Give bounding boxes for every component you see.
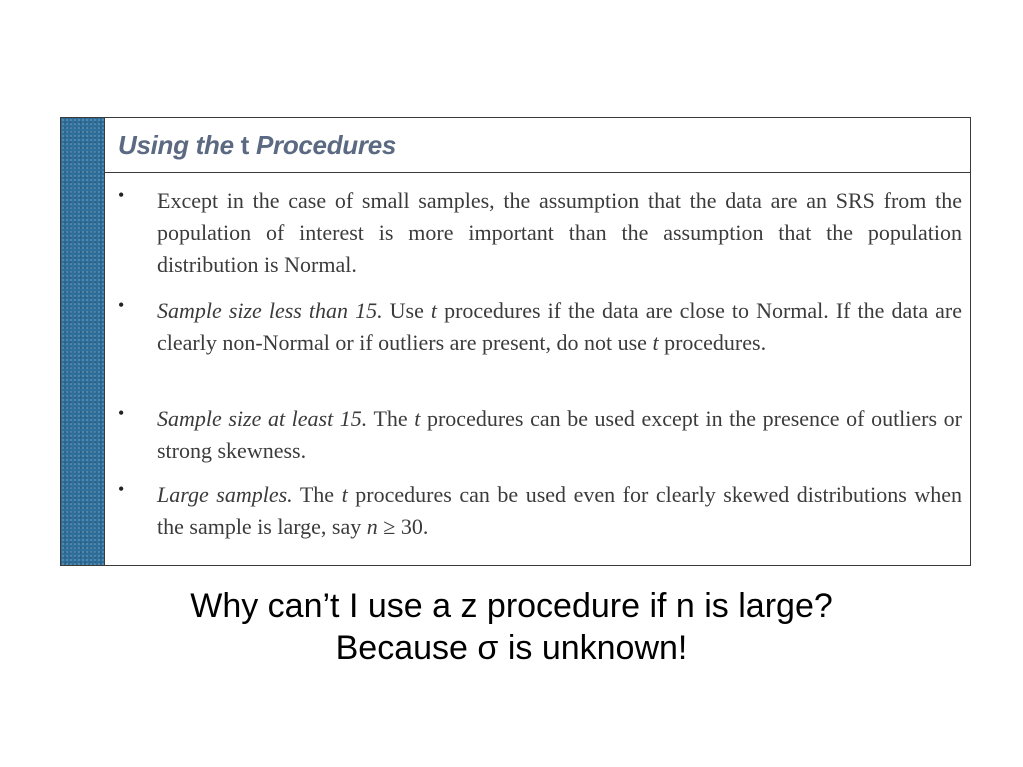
procedures-card	[60, 117, 971, 566]
bullet-icon: •	[118, 185, 125, 205]
item-text	[157, 295, 962, 359]
item-text	[157, 479, 962, 543]
item-body-part: The	[292, 482, 342, 507]
item-body: Except in the case of small samples, the assumption that the data are an SRS from the population of interest is more important than the assumption that the population distribution is Normal.	[157, 188, 962, 277]
caption-answer: Because σ is unknown!	[335, 629, 688, 667]
item-body-part: The	[367, 406, 415, 431]
decorative-side-band	[61, 118, 105, 565]
t-symbol: t	[652, 330, 659, 355]
n-symbol: n	[366, 514, 378, 539]
item-lead: Large samples.	[157, 482, 293, 507]
card-title	[118, 130, 396, 161]
item-body-part: ≥ 30.	[377, 514, 429, 539]
item-body-part: Use	[382, 298, 431, 323]
bullet-list	[104, 173, 970, 565]
item-body-part: procedures can be used except in the presence of outliers or strong skewness.	[157, 406, 962, 463]
item-lead: Sample size at least 15.	[157, 406, 368, 431]
item-lead: Sample size less than 15.	[157, 298, 383, 323]
t-symbol: t	[430, 298, 438, 323]
card-title-t: t	[240, 130, 250, 160]
item-body-part: procedures can be used even for clearly skewed distributions when the sample is large, say	[157, 482, 962, 539]
bullet-icon: •	[118, 295, 125, 315]
card-header	[104, 118, 970, 173]
item-body-part: procedures.	[658, 330, 767, 355]
t-symbol: t	[414, 406, 421, 431]
bullet-icon: •	[118, 479, 125, 499]
t-symbol: t	[341, 482, 348, 507]
item-body-part: procedures if the data are close to Normal. If the data are clearly non-Normal or if outliers are present, do not use	[157, 298, 962, 355]
card-title-part2: Procedures	[249, 130, 397, 160]
item-text	[157, 403, 962, 467]
bullet-icon: •	[118, 403, 125, 423]
card-title-part1: Using the	[118, 130, 241, 160]
item-text	[157, 185, 962, 281]
slide-caption	[0, 585, 1023, 669]
caption-question: Why can’t I use a z procedure if n is large?	[190, 587, 833, 625]
